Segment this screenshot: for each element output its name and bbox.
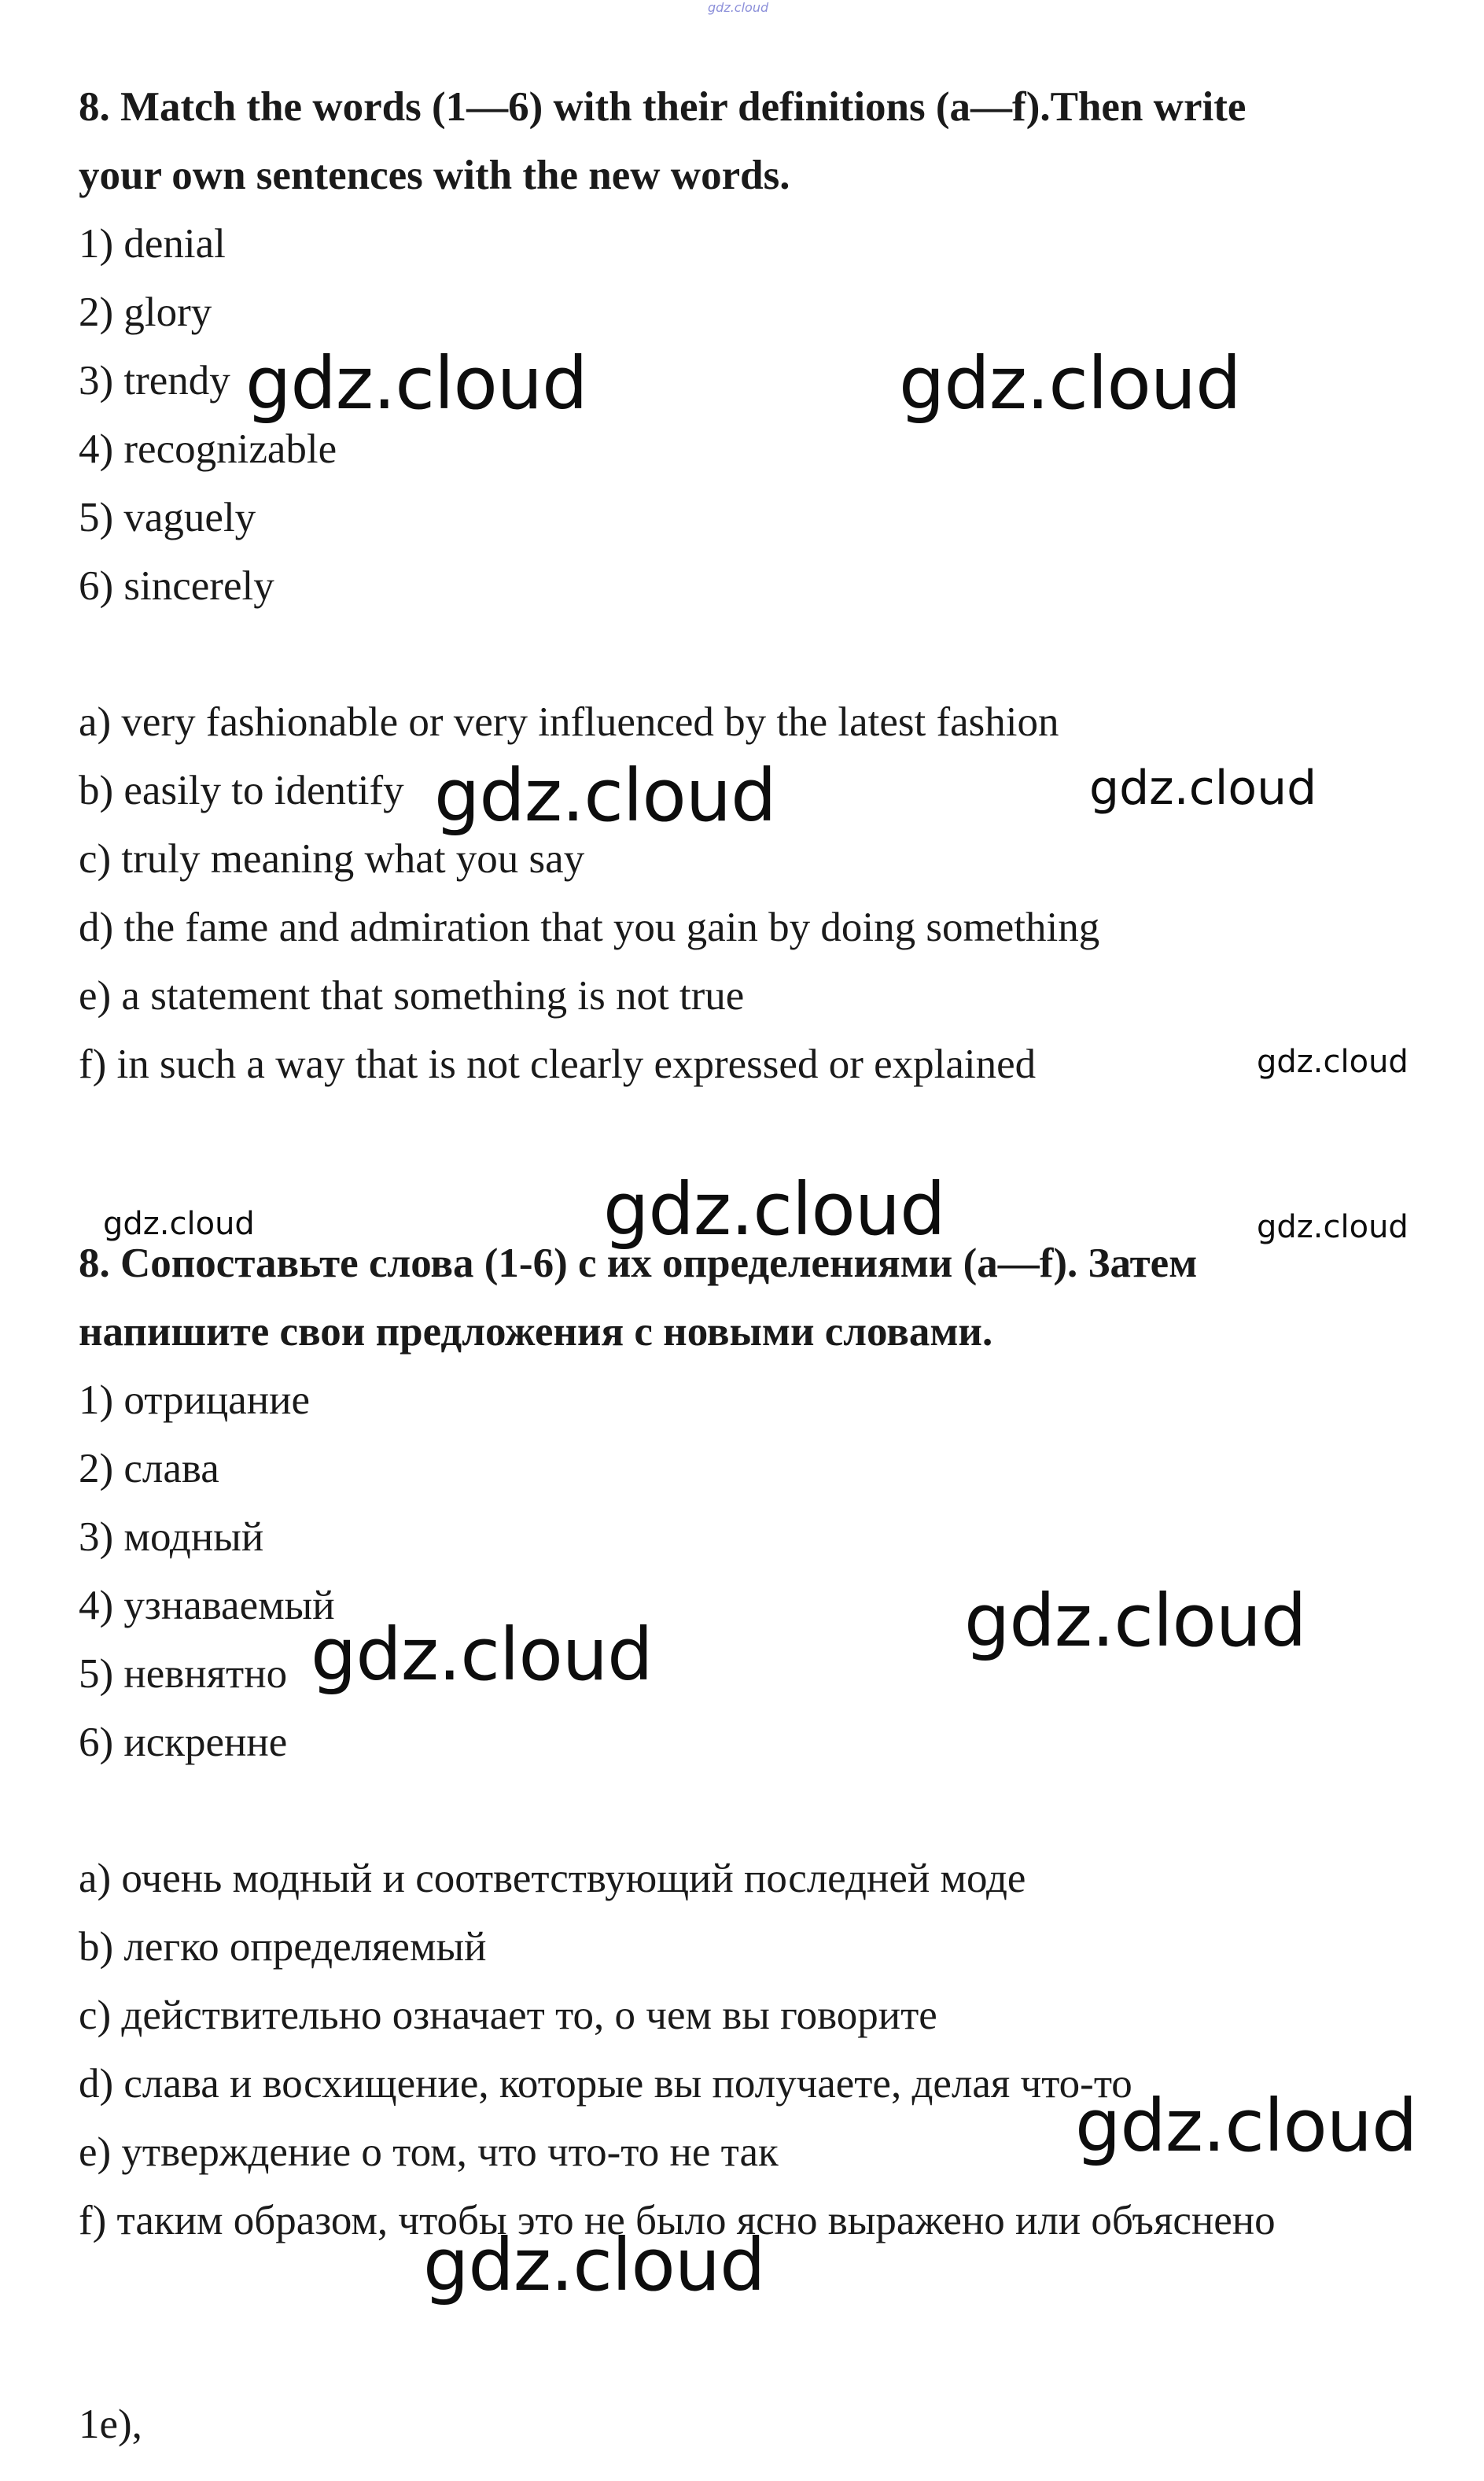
word-item-ru: 6) искренне bbox=[79, 1720, 288, 1765]
watermark: gdz.cloud bbox=[434, 754, 776, 838]
exercise-heading-ru-line2: напишите свои предложения с новыми словами. bbox=[79, 1309, 993, 1355]
word-item-ru: 2) слава bbox=[79, 1446, 219, 1491]
watermark: gdz.cloud bbox=[1257, 1044, 1409, 1080]
definition-item-ru: b) легко определяемый bbox=[79, 1924, 487, 1970]
word-item-en: 2) glory bbox=[79, 289, 212, 335]
definition-item-ru: d) слава и восхищение, которые вы получаете, делая что-то bbox=[79, 2061, 1132, 2107]
watermark: gdz.cloud bbox=[311, 1613, 653, 1697]
word-item-en: 3) trendy bbox=[79, 358, 230, 404]
definition-item-ru: f) таким образом, чтобы это не было ясно выражено или объяснено bbox=[79, 2198, 1276, 2243]
definition-item-en: d) the fame and admiration that you gain by doing something bbox=[79, 905, 1100, 950]
exercise-heading-en-line2: your own sentences with the new words. bbox=[79, 153, 790, 198]
watermark: gdz.cloud bbox=[899, 341, 1241, 426]
definition-item-ru: a) очень модный и соответствующий последней моде bbox=[79, 1856, 1026, 1901]
word-item-en: 5) vaguely bbox=[79, 495, 256, 540]
definition-item-en: a) very fashionable or very influenced by the latest fashion bbox=[79, 699, 1059, 745]
exercise-heading-ru-line1: 8. Сопоставьте слова (1-6) с их определениями (a—f). Затем bbox=[79, 1240, 1198, 1286]
word-item-en: 1) denial bbox=[79, 221, 226, 267]
exercise-heading-en-line1: 8. Match the words (1—6) with their definitions (a—f).Then write bbox=[79, 84, 1246, 130]
definition-item-en: c) truly meaning what you say bbox=[79, 836, 585, 882]
word-item-en: 4) recognizable bbox=[79, 426, 337, 472]
definition-item-en: f) in such a way that is not clearly expressed or explained bbox=[79, 1041, 1037, 1087]
definition-item-ru: e) утверждение о том, что что-то не так bbox=[79, 2129, 779, 2175]
watermark: gdz.cloud bbox=[103, 1206, 255, 1242]
definition-item-en: b) easily to identify bbox=[79, 768, 404, 813]
word-item-ru: 3) модный bbox=[79, 1514, 264, 1560]
definition-item-ru: c) действительно означает то, о чем вы говорите bbox=[79, 1993, 937, 2038]
word-item-ru: 4) узнаваемый bbox=[79, 1583, 335, 1628]
answer-text: 1e), bbox=[79, 2402, 142, 2447]
watermark: gdz.cloud bbox=[1257, 1209, 1409, 1245]
definition-item-en: e) a statement that something is not true bbox=[79, 973, 745, 1019]
word-item-ru: 5) невнятно bbox=[79, 1651, 288, 1697]
watermark: gdz.cloud bbox=[1089, 761, 1317, 816]
word-item-ru: 1) отрицание bbox=[79, 1377, 311, 1423]
watermark: gdz.cloud bbox=[603, 1167, 945, 1252]
watermark: gdz.cloud bbox=[1075, 2084, 1417, 2168]
watermark: gdz.cloud bbox=[245, 341, 587, 426]
header-watermark: gdz.cloud bbox=[708, 0, 769, 15]
word-item-en: 6) sincerely bbox=[79, 563, 274, 609]
watermark: gdz.cloud bbox=[423, 2223, 765, 2307]
watermark: gdz.cloud bbox=[964, 1579, 1306, 1663]
